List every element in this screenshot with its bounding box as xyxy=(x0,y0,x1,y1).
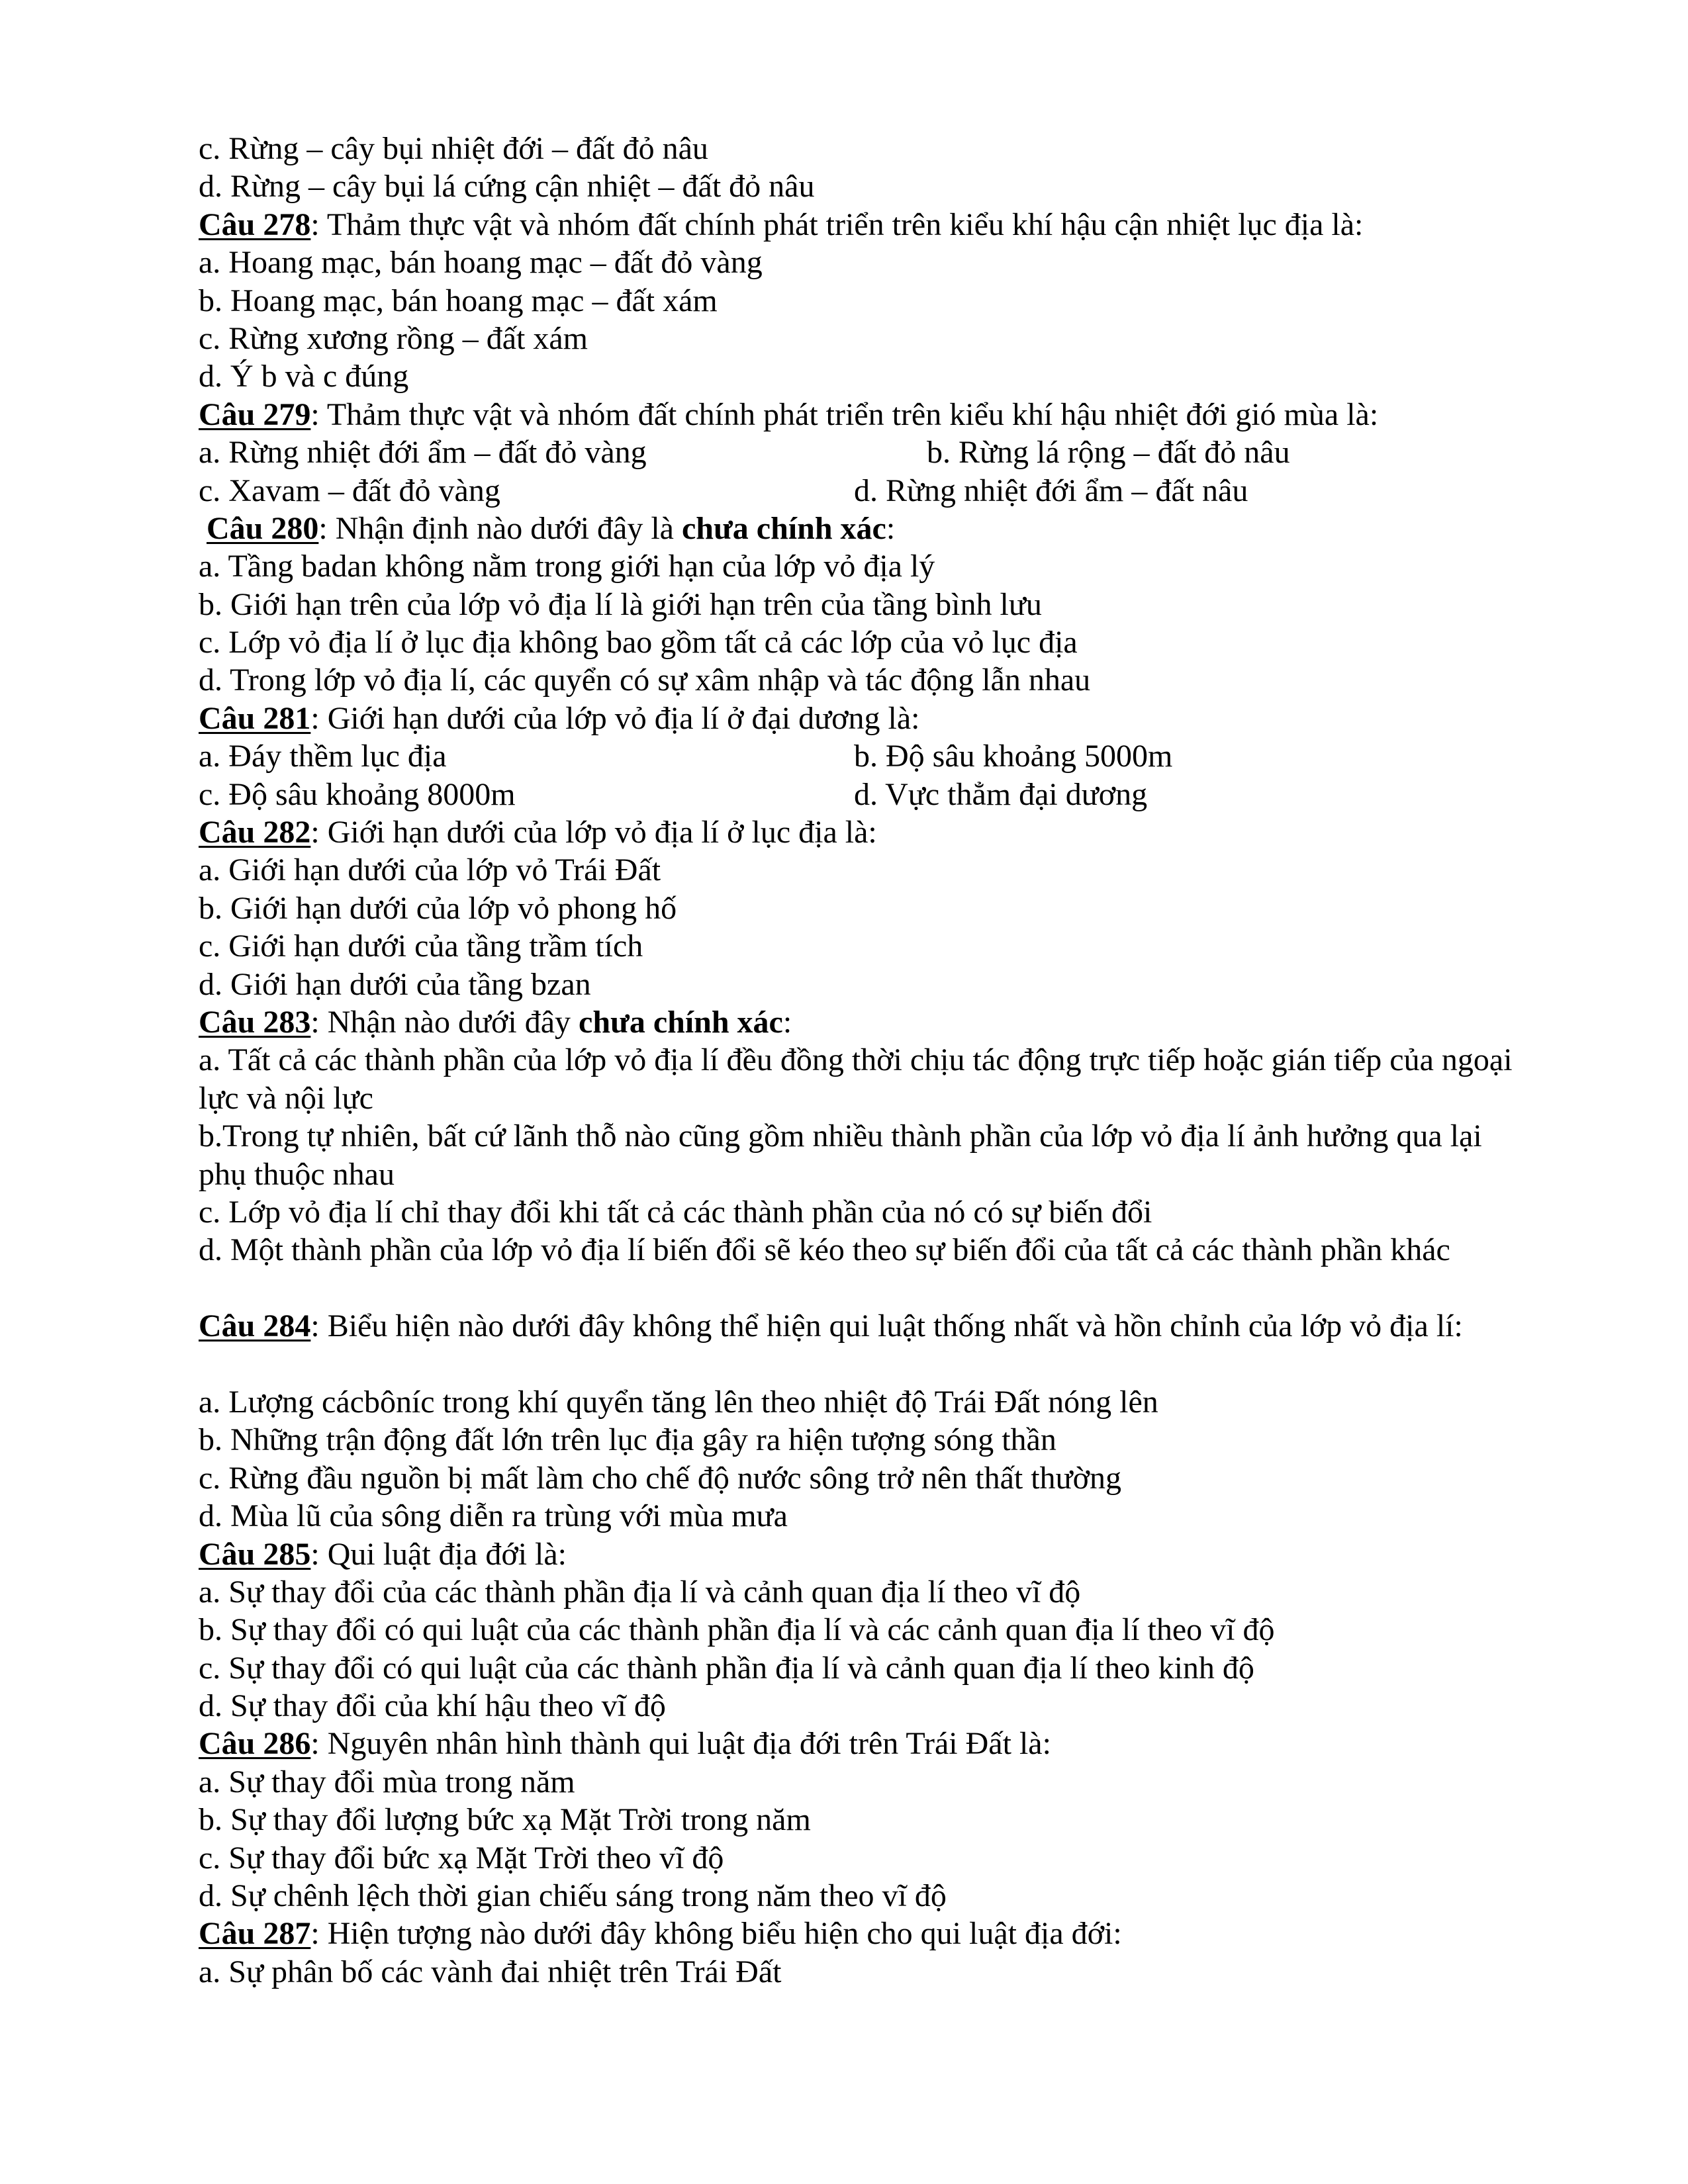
question-label: Câu 278 xyxy=(199,206,311,242)
question-text: : Biểu hiện nào dưới đây không thể hiện qui luật thống nhất và hồn chỉnh của lớp vỏ địa lí: xyxy=(310,1308,1463,1344)
question-text: : Nhận định nào dưới đây là xyxy=(318,510,682,546)
question-279 xyxy=(199,396,1523,433)
answer-row xyxy=(199,737,1523,775)
answer-d: d. Một thành phần của lớp vỏ địa lí biến đổi sẽ kéo theo sự biến đổi của tất cả các thành phần khác xyxy=(199,1232,1450,1268)
question-text: : Nhận nào dưới đây xyxy=(310,1004,579,1040)
question-text: : Giới hạn dưới của lớp vỏ địa lí ở lục địa là: xyxy=(310,815,877,850)
answer-b: b. Giới hạn dưới của lớp vỏ phong hố xyxy=(199,890,677,926)
answer-a: a. Lượng cácbôníc trong khí quyển tăng lên theo nhiệt độ Trái Đất nóng lên xyxy=(199,1384,1158,1420)
answer-c: c. Rừng đầu nguồn bị mất làm cho chế độ nước sông trở nên thất thường xyxy=(199,1460,1121,1496)
answer-b: b. Rừng lá rộng – đất đỏ nâu xyxy=(927,435,1290,471)
question-282 xyxy=(199,813,1523,851)
answer-c: c. Sự thay đổi bức xạ Mặt Trời theo vĩ độ xyxy=(199,1840,724,1876)
question-text: : Giới hạn dưới của lớp vỏ địa lí ở đại dương là: xyxy=(310,700,920,736)
question-label: Câu 279 xyxy=(199,396,311,432)
answer-c: c. Sự thay đổi có qui luật của các thành phần địa lí và cảnh quan địa lí theo kinh độ xyxy=(199,1650,1254,1686)
answer-b: b. Những trận động đất lớn trên lục địa gây ra hiện tượng sóng thần xyxy=(199,1422,1056,1458)
question-284 xyxy=(199,1307,1523,1383)
answer-c: c. Rừng – cây bụi nhiệt đới – đất đỏ nâu xyxy=(199,131,708,166)
answer-d: d. Ý b và c đúng xyxy=(199,359,409,394)
document-body xyxy=(199,130,1523,1991)
question-emphasis: chưa chính xác xyxy=(681,510,886,546)
answer-d: d. Sự thay đổi của khí hậu theo vĩ độ xyxy=(199,1688,666,1724)
question-label: Câu 280 xyxy=(207,510,319,546)
answer-a: a. Tầng badan không nằm trong giới hạn của lớp vỏ địa lý xyxy=(199,549,935,584)
answer-d: d. Vực thẳm đại dương xyxy=(854,776,1148,812)
answer-a: a. Sự thay đổi của các thành phần địa lí và cảnh quan địa lí theo vĩ độ xyxy=(199,1574,1081,1610)
answer-b: b. Giới hạn trên của lớp vỏ địa lí là giới hạn trên của tầng bình lưu xyxy=(199,586,1042,622)
question-text: : Qui luật địa đới là: xyxy=(310,1536,567,1572)
answer-c: c. Độ sâu khoảng 8000m xyxy=(199,776,516,812)
question-287 xyxy=(199,1915,1523,1952)
question-text-end: : xyxy=(782,1004,792,1040)
answer-a: a. Sự thay đổi mùa trong năm xyxy=(199,1764,575,1799)
question-280 xyxy=(199,510,1523,547)
answer-a: a. Hoang mạc, bán hoang mạc – đất đỏ vàng xyxy=(199,245,763,281)
answer-d: d. Rừng – cây bụi lá cứng cận nhiệt – đất đỏ nâu xyxy=(199,169,815,205)
answer-d: d. Rừng nhiệt đới ẩm – đất nâu xyxy=(854,473,1248,508)
answer-c: c. Lớp vỏ địa lí ở lục địa không bao gồm tất cả các lớp của vỏ lục địa xyxy=(199,625,1078,660)
question-label: Câu 285 xyxy=(199,1536,311,1572)
question-286 xyxy=(199,1725,1523,1762)
question-label: Câu 282 xyxy=(199,815,311,850)
answer-c: c. Rừng xương rồng – đất xám xyxy=(199,320,588,356)
answer-c: c. Lớp vỏ địa lí chỉ thay đổi khi tất cả các thành phần của nó có sự biến đổi xyxy=(199,1194,1152,1230)
answer-d: d. Giới hạn dưới của tầng bzan xyxy=(199,966,591,1002)
question-label: Câu 287 xyxy=(199,1916,311,1952)
question-text-end: : xyxy=(886,510,896,546)
question-label: Câu 281 xyxy=(199,700,311,736)
answer-d: d. Mùa lũ của sông diễn ra trùng với mùa mưa xyxy=(199,1498,788,1534)
question-text: : Hiện tượng nào dưới đây không biểu hiện cho qui luật địa đới: xyxy=(310,1916,1122,1952)
answer-b: b. Độ sâu khoảng 5000m xyxy=(854,739,1173,774)
question-283 xyxy=(199,1003,1523,1041)
answer-c: c. Xavam – đất đỏ vàng xyxy=(199,473,500,508)
answer-a: a. Rừng nhiệt đới ẩm – đất đỏ vàng xyxy=(199,435,647,471)
answer-d: d. Sự chênh lệch thời gian chiếu sáng trong năm theo vĩ độ xyxy=(199,1878,947,1914)
answer-b: b. Hoang mạc, bán hoang mạc – đất xám xyxy=(199,283,718,318)
answer-c: c. Giới hạn dưới của tầng trầm tích xyxy=(199,929,643,964)
question-285 xyxy=(199,1535,1523,1573)
question-text: : Thảm thực vật và nhóm đất chính phát triển trên kiểu khí hậu nhiệt đới gió mùa là: xyxy=(310,396,1379,432)
question-label: Câu 284 xyxy=(199,1308,311,1344)
answer-b: b. Sự thay đổi có qui luật của các thành phần địa lí và các cảnh quan địa lí theo vĩ độ xyxy=(199,1612,1275,1648)
answer-b: b.Trong tự nhiên, bất cứ lãnh thỗ nào cũng gồm nhiều thành phần của lớp vỏ địa lí ảnh hưởng qua lại phụ thuộc nhau xyxy=(199,1118,1482,1192)
question-text: : Nguyên nhân hình thành qui luật địa đới trên Trái Đất là: xyxy=(310,1726,1051,1762)
question-text: : Thảm thực vật và nhóm đất chính phát triển trên kiểu khí hậu cận nhiệt lục địa là: xyxy=(310,206,1364,242)
answer-a: a. Sự phân bố các vành đai nhiệt trên Trái Đất xyxy=(199,1954,782,1989)
question-label: Câu 286 xyxy=(199,1726,311,1762)
answer-d: d. Trong lớp vỏ địa lí, các quyển có sự xâm nhập và tác động lẫn nhau xyxy=(199,662,1091,698)
question-label: Câu 283 xyxy=(199,1004,311,1040)
answer-b: b. Sự thay đổi lượng bức xạ Mặt Trời trong năm xyxy=(199,1802,811,1838)
question-emphasis: chưa chính xác xyxy=(579,1004,783,1040)
answer-row xyxy=(199,776,1523,813)
answer-row xyxy=(199,433,1523,471)
answer-a: a. Tất cả các thành phần của lớp vỏ địa lí đều đồng thời chịu tác động trực tiếp hoặc gián tiếp của ngoại lực và nội lực xyxy=(199,1042,1513,1116)
question-278 xyxy=(199,206,1523,244)
answer-a: a. Đáy thềm lục địa xyxy=(199,739,447,774)
question-281 xyxy=(199,700,1523,737)
answer-row xyxy=(199,472,1523,510)
answer-a: a. Giới hạn dưới của lớp vỏ Trái Đất xyxy=(199,852,661,888)
